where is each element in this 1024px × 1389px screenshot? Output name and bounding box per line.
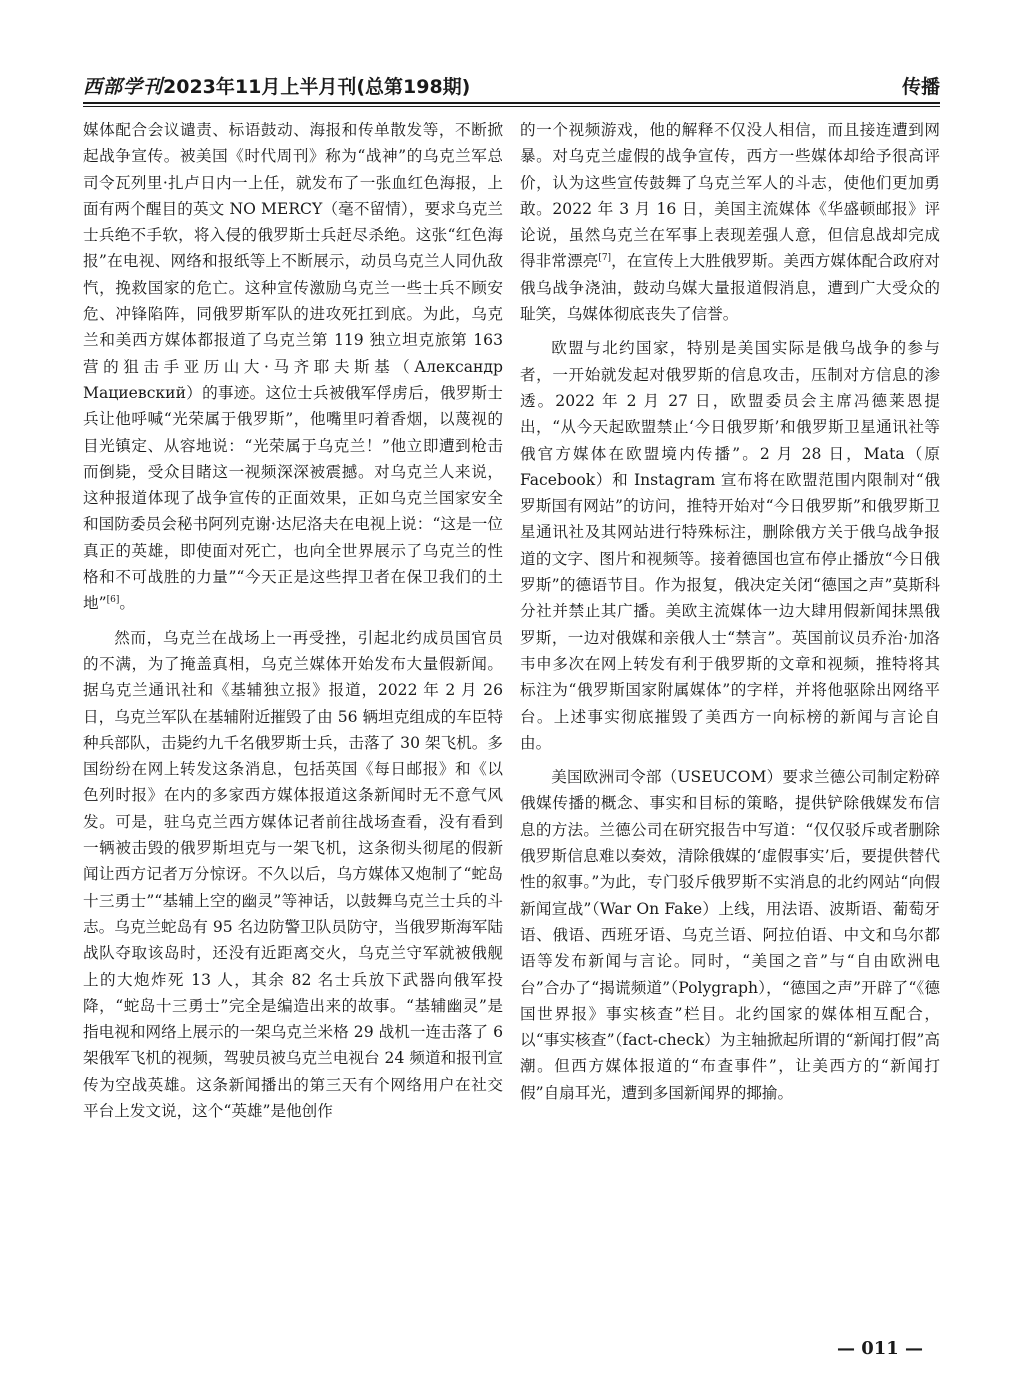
journal-issue: 2023年11月上半月刊(总第198期) — [163, 76, 471, 98]
reference-marker: [6] — [106, 595, 120, 606]
header-rule-thick — [83, 102, 940, 104]
reference-marker: [7] — [598, 253, 612, 264]
right-column — [520, 117, 940, 1106]
journal-title — [83, 72, 470, 99]
left-column — [83, 117, 503, 1124]
running-header — [83, 72, 940, 98]
paragraph: 媒体配合会议谴责、标语鼓动、海报和传单散发等，不断掀起战争宣传。被美国《时代周刊》称为“战神”的乌克兰军总司令瓦列里·扎卢日内一上任，就发布了一张血红色海报，上面有两个醒目的英文 NO MERCY（毫不留情），要求乌克兰士兵绝不手软，将入侵的俄罗斯士兵赶尽杀绝。这张“红色海报”在电视、网络和报纸等上不断展示，动员乌克兰人同仇敌忾，挽救国家的危亡。这种宣传激励乌克兰一些士兵不顾安危、冲锋陷阵，同俄罗斯军队的进攻死扛到底。为此，乌克兰和美西方媒体都报道了乌克兰第 119 独立坦克旅第 163 营的狙击手亚历山大·马齐耶夫斯基（Александр Мациевский）的事迹。这位士兵被俄军俘虏后，俄罗斯士兵让他呼喊“光荣属于俄罗斯”，他嘴里叼着香烟，以蔑视的目光镇定、从容地说：“光荣属于乌克兰！”他立即遭到枪击而倒毙，受众目睹这一视频深深被震撼。对乌克兰人来说，这种报道体现了战争宣传的正面效果，正如乌克兰国家安全和国防委员会秘书阿列克谢·达尼洛夫在电视上说：“这是一位真正的英雄，即使面对死亡，也向全世界展示了乌克兰的性格和不可战胜的力量”“今天正是这些捍卫者在保卫我们的土地”[6]。 — [83, 121, 503, 613]
page-number: — 011 — — [836, 1338, 924, 1359]
paragraph: 的一个视频游戏，他的解释不仅没人相信，而且接连遭到网暴。对乌克兰虚假的战争宣传，西方一些媒体却给予很高评价，认为这些宣传鼓舞了乌克兰军人的斗志，使他们更加勇敢。2022 年 3 月 16 日，美国主流媒体《华盛顿邮报》评论说，虽然乌克兰在军事上表现差强人意，但信息战却完成得非常漂亮[7]，在宣传上大胜俄罗斯。美西方媒体配合政府对俄乌战争浇油，鼓动乌媒大量报道假消息，遭到广大受众的耻笑，乌媒体彻底丧失了信誉。 — [520, 121, 940, 324]
paragraph: 然而，乌克兰在战场上一再受挫，引起北约成员国官员的不满，为了掩盖真相，乌克兰媒体开始发布大量假新闻。据乌克兰通讯社和《基辅独立报》报道，2022 年 2 月 26 日，乌克兰军队在基辅附近摧毁了由 56 辆坦克组成的车臣特种兵部队，击毙约九千名俄罗斯士兵，击落了 30 架飞机。多国纷纷在网上转发这条消息，包括英国《每日邮报》和《以色列时报》在内的多家西方媒体报道这条新闻时无不意气风发。可是，驻乌克兰西方媒体记者前往战场查看，没有看到一辆被击毁的俄罗斯坦克与一架飞机，这条彻头彻尾的假新闻让西方记者万分惊讶。不久以后，乌方媒体又炮制了“蛇岛十三勇士”“基辅上空的幽灵”等神话，以鼓舞乌克兰士兵的斗志。乌克兰蛇岛有 95 名边防警卫队员防守，当俄罗斯海军陆战队夺取该岛时，还没有近距离交火，乌克兰守军就被俄舰上的大炮炸死 13 人，其余 82 名士兵放下武器向俄军投降，“蛇岛十三勇士”完全是编造出来的故事。“基辅幽灵”是指电视和网络上展示的一架乌克兰米格 29 战机一连击落了 6 架俄军飞机的视频，驾驶员被乌克兰电视台 24 频道和报刊宣传为空战英雄。这条新闻播出的第三天有个网络用户在社交平台上发文说，这个“英雄”是他创作 — [83, 628, 503, 1120]
header-rule-thin — [83, 106, 940, 107]
paragraph: 欧盟与北约国家，特别是美国实际是俄乌战争的参与者，一开始就发起对俄罗斯的信息攻击，压制对方信息的渗透。2022 年 2 月 27 日，欧盟委员会主席冯德莱恩提出，“从今天起欧盟禁止‘今日俄罗斯’和俄罗斯卫星通讯社等俄官方媒体在欧盟境内传播”。2 月 28 日，Mata（原 Facebook）和 Instagram 宣布将在欧盟范围内限制对“俄罗斯国有网站”的访问，推特开始对“今日俄罗斯”和俄罗斯卫星通讯社及其网站进行特殊标注，删除俄方关于俄乌战争报道的文字、图片和视频等。接着德国也宣布停止播放“今日俄罗斯”的德语节目。作为报复，俄决定关闭“德国之声”莫斯科分社并禁止其广播。美欧主流媒体一边大肆用假新闻抹黑俄罗斯，一边对俄媒和亲俄人士“禁言”。英国前议员乔治·加洛韦申多次在网上转发有利于俄罗斯的文章和视频，推特将其标注为“俄罗斯国家附属媒体”的字样，并将他驱除出网络平台。上述事实彻底摧毁了美西方一向标榜的新闻与言论自由。 — [520, 339, 940, 752]
section-label: 传播 — [901, 76, 940, 98]
paragraph: 美国欧洲司令部（USEUCOM）要求兰德公司制定粉碎俄媒传播的概念、事实和目标的策略，提供铲除俄媒发布信息的方法。兰德公司在研究报告中写道：“仅仅驳斥或者删除俄罗斯信息难以奏效，清除俄媒的‘虚假事实’后，要提供替代性的叙事。”为此，专门驳斥俄罗斯不实消息的北约网站“向假新闻宣战”（War On Fake）上线，用法语、波斯语、葡萄牙语、俄语、西班牙语、乌克兰语、阿拉伯语、中文和乌尔都语等发布新闻与言论。同时，“美国之音”与“自由欧洲电台”合办了“揭谎频道”（Polygraph），“德国之声”开辟了“《德国世界报》事实核查”栏目。北约国家的媒体相互配合，以“事实核查”（fact-check）为主轴掀起所谓的“新闻打假”高潮。但西方媒体报道的“布查事件”，让美西方的“新闻打假”自扇耳光，遭到多国新闻界的揶揄。 — [520, 768, 940, 1102]
journal-logo: 西部学刊 — [83, 76, 164, 98]
